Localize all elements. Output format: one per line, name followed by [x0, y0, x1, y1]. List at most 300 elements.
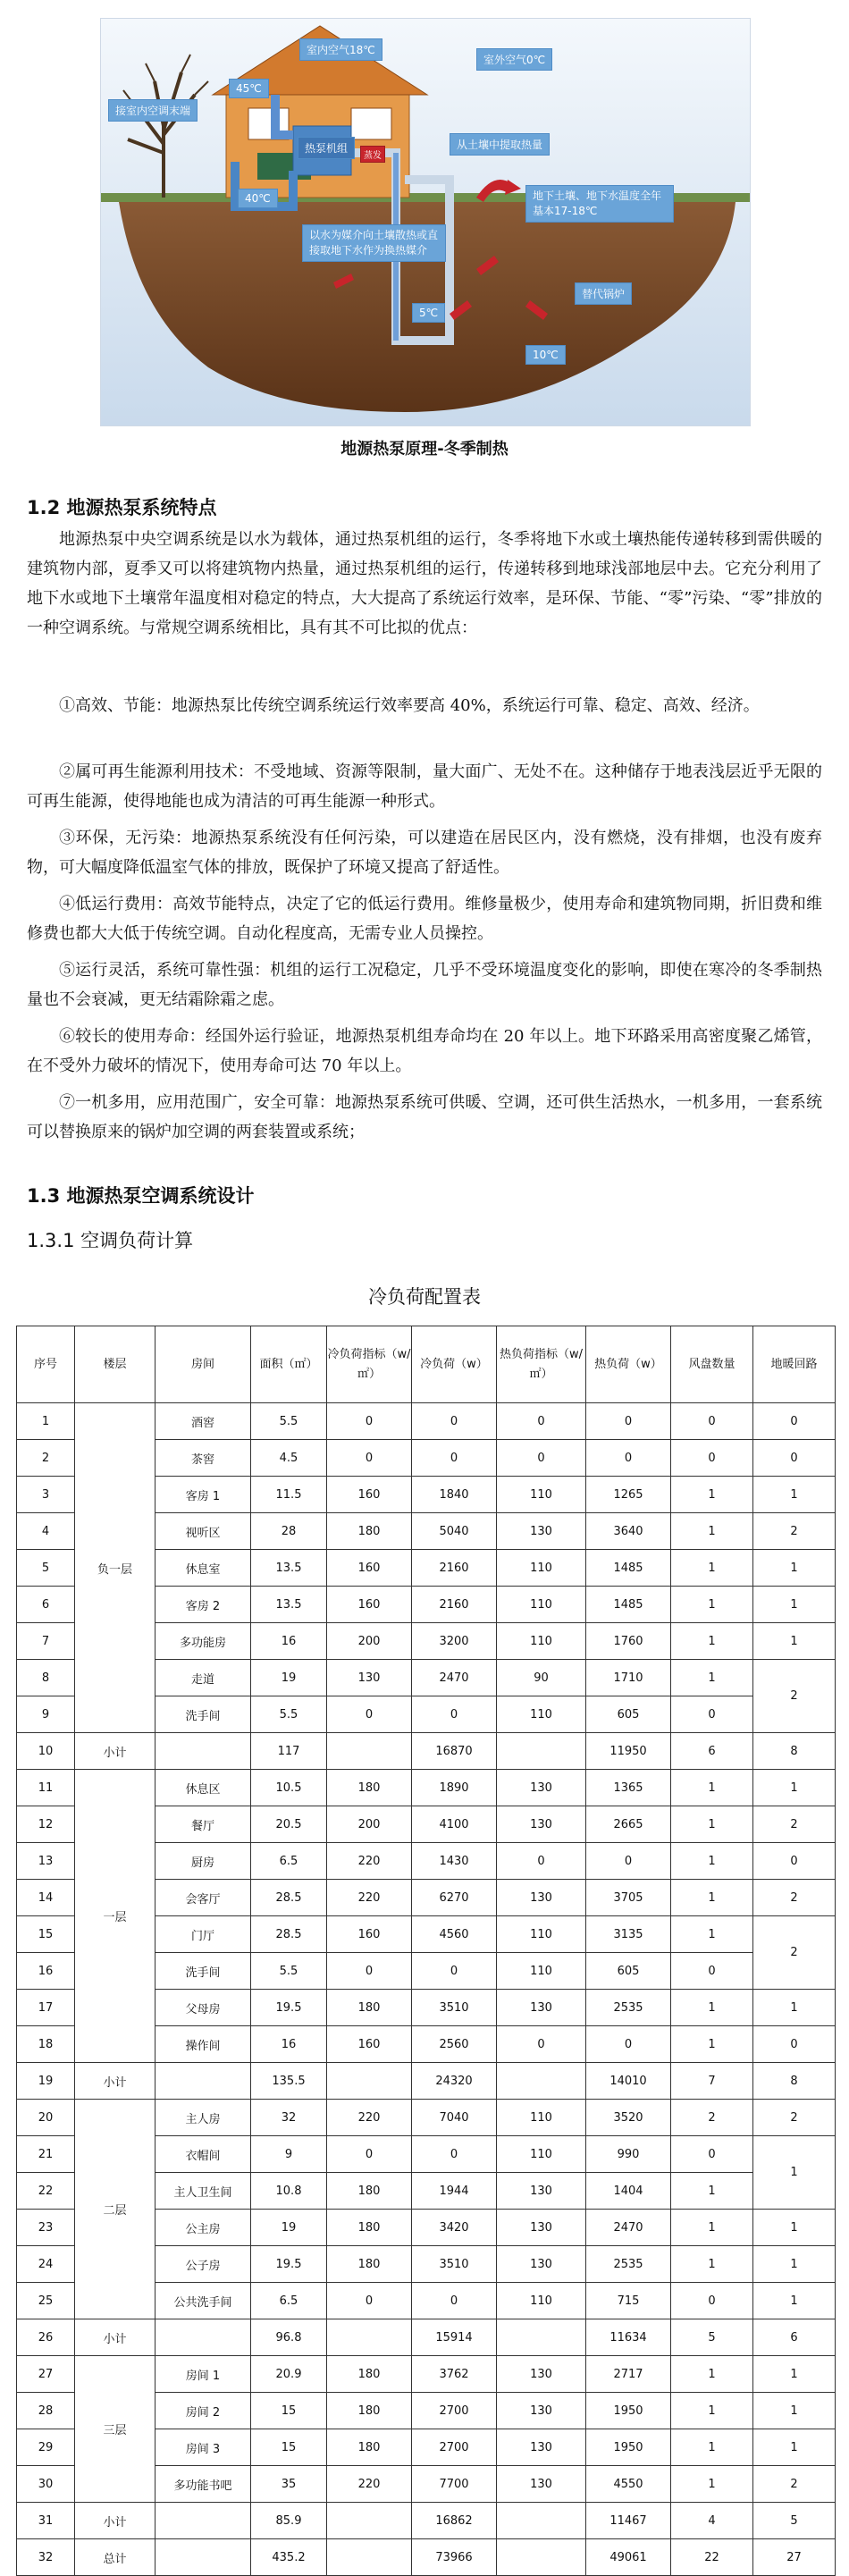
cell-room: 餐厅 — [156, 1806, 251, 1843]
cell-area: 16 — [251, 1623, 327, 1660]
cell-fan-coils: 0 — [671, 2136, 753, 2173]
cell-heat-load: 1485 — [586, 1550, 671, 1587]
paragraph-advantage-7: ⑦一机多用，应用范围广，安全可靠：地源热泵系统可供暖、空调，还可供生活热水，一机多用，一套系统可以替换原来的锅炉加空调的两套装置或系统； — [27, 1093, 822, 1141]
cell-area: 5.5 — [251, 1696, 327, 1733]
cell-heat-index: 130 — [497, 2356, 586, 2393]
cell-fan-coils: 1 — [671, 1513, 753, 1550]
cell-fan-coils: 1 — [671, 1477, 753, 1513]
cell-fan-coils: 0 — [671, 1440, 753, 1477]
cell-heat-load: 0 — [586, 1403, 671, 1440]
cell-cold-index: 130 — [327, 1660, 412, 1696]
label-outdoor-air: 室外空气0℃ — [476, 48, 552, 71]
cell-cold-index: 180 — [327, 1990, 412, 2026]
cell-cold-index — [327, 2319, 412, 2356]
cell-heat-load: 11467 — [586, 2503, 671, 2539]
section-heading-1-2: 1.2 地源热泵系统特点 — [27, 497, 217, 518]
cell-floor: 二层 — [75, 2100, 156, 2319]
cell-floor-heating-loops: 27 — [753, 2539, 836, 2576]
cell-heat-load: 990 — [586, 2136, 671, 2173]
cell-area: 10.5 — [251, 1770, 327, 1806]
cell-no: 25 — [17, 2283, 75, 2319]
cell-no: 19 — [17, 2063, 75, 2100]
cell-floor-heating-loops: 0 — [753, 1440, 836, 1477]
cell-fan-coils: 2 — [671, 2100, 753, 2136]
cell-heat-load: 2470 — [586, 2210, 671, 2246]
cell-area: 96.8 — [251, 2319, 327, 2356]
cell-room: 多功能房 — [156, 1623, 251, 1660]
cell-heat-load: 1760 — [586, 1623, 671, 1660]
table-subtotal-row — [17, 2503, 836, 2539]
cell-room-empty — [156, 2063, 251, 2100]
cell-fan-coils: 1 — [671, 2393, 753, 2429]
cell-floor-heating-loops: 5 — [753, 2503, 836, 2539]
cell-floor-heating-loops: 2 — [753, 2100, 836, 2136]
cell-floor: 三层 — [75, 2356, 156, 2503]
header-heat-index: 热负荷指标（w/㎡） — [497, 1326, 586, 1403]
cell-cold-load: 16862 — [412, 2503, 497, 2539]
cell-heat-load: 605 — [586, 1953, 671, 1990]
cell-no: 17 — [17, 1990, 75, 2026]
cell-cold-load: 0 — [412, 1440, 497, 1477]
cell-heat-index: 130 — [497, 1806, 586, 1843]
cell-heat-index: 110 — [497, 1587, 586, 1623]
cell-cold-load: 1890 — [412, 1770, 497, 1806]
cell-no: 21 — [17, 2136, 75, 2173]
label-temp-5: 5℃ — [412, 303, 445, 323]
cell-cold-index — [327, 1733, 412, 1770]
cell-area: 117 — [251, 1733, 327, 1770]
header-area: 面积（㎡） — [251, 1326, 327, 1403]
cell-cold-load: 2700 — [412, 2429, 497, 2466]
cell-no: 28 — [17, 2393, 75, 2429]
cell-room: 门厅 — [156, 1916, 251, 1953]
cell-fan-coils: 0 — [671, 1403, 753, 1440]
cell-fan-coils: 22 — [671, 2539, 753, 2576]
cell-cold-index: 220 — [327, 1843, 412, 1880]
label-temp-40: 40℃ — [238, 189, 278, 208]
cell-heat-index: 110 — [497, 1696, 586, 1733]
cell-area: 13.5 — [251, 1550, 327, 1587]
cell-room: 公主房 — [156, 2210, 251, 2246]
cell-heat-load: 2717 — [586, 2356, 671, 2393]
label-temp-45: 45℃ — [229, 79, 269, 98]
cell-heat-index: 90 — [497, 1660, 586, 1696]
cell-fan-coils: 1 — [671, 2173, 753, 2210]
label-replace-boiler: 替代锅炉 — [575, 282, 632, 305]
cell-floor-heating-loops: 0 — [753, 2026, 836, 2063]
cell-floor-heating-loops: 2 — [753, 1880, 836, 1916]
cell-cold-load: 3200 — [412, 1623, 497, 1660]
label-water-medium: 以水为媒介向土壤散热或直接取地下水作为换热媒介 — [302, 224, 446, 262]
table-row — [17, 2356, 836, 2393]
header-room: 房间 — [156, 1326, 251, 1403]
cell-floor-heating-loops: 0 — [753, 1403, 836, 1440]
cell-floor-heating-loops: 8 — [753, 1733, 836, 1770]
cell-heat-load: 3520 — [586, 2100, 671, 2136]
cell-subtotal-label: 小计 — [75, 1733, 156, 1770]
cell-area: 6.5 — [251, 2283, 327, 2319]
cell-room: 多功能书吧 — [156, 2466, 251, 2503]
cell-area: 32 — [251, 2100, 327, 2136]
cell-cold-index: 220 — [327, 1880, 412, 1916]
cell-fan-coils: 1 — [671, 2429, 753, 2466]
table-body — [17, 1403, 836, 2576]
cell-no: 16 — [17, 1953, 75, 1990]
cell-fan-coils: 1 — [671, 1916, 753, 1953]
cell-cold-load: 1840 — [412, 1477, 497, 1513]
cell-room: 洗手间 — [156, 1696, 251, 1733]
cell-heat-load: 1710 — [586, 1660, 671, 1696]
cell-heat-load: 0 — [586, 2026, 671, 2063]
cell-area: 19.5 — [251, 2246, 327, 2283]
cell-no: 31 — [17, 2503, 75, 2539]
cell-subtotal-label: 小计 — [75, 2063, 156, 2100]
cell-cold-load: 3510 — [412, 2246, 497, 2283]
cell-no: 29 — [17, 2429, 75, 2466]
cell-heat-load: 0 — [586, 1843, 671, 1880]
cell-heat-index: 0 — [497, 2026, 586, 2063]
cell-cold-index: 0 — [327, 1403, 412, 1440]
header-no: 序号 — [17, 1326, 75, 1403]
cell-area: 15 — [251, 2429, 327, 2466]
cell-heat-load: 11634 — [586, 2319, 671, 2356]
cell-heat-index: 130 — [497, 1513, 586, 1550]
cell-cold-index — [327, 2063, 412, 2100]
cell-cold-index: 180 — [327, 2173, 412, 2210]
subsection-heading-1-3-1: 1.3.1 空调负荷计算 — [27, 1230, 194, 1251]
cell-room-empty — [156, 1733, 251, 1770]
cell-cold-index: 220 — [327, 2100, 412, 2136]
cell-cold-index: 200 — [327, 1806, 412, 1843]
cooling-load-table — [16, 1326, 836, 2576]
cell-heat-load: 2535 — [586, 1990, 671, 2026]
cell-area: 11.5 — [251, 1477, 327, 1513]
cell-cold-index: 180 — [327, 2246, 412, 2283]
cell-no: 12 — [17, 1806, 75, 1843]
cell-heat-load: 3640 — [586, 1513, 671, 1550]
cell-room: 洗手间 — [156, 1953, 251, 1990]
cell-cold-load: 1430 — [412, 1843, 497, 1880]
cell-floor-heating-loops: 1 — [753, 1550, 836, 1587]
cell-room: 茶窖 — [156, 1440, 251, 1477]
cell-cold-load: 2700 — [412, 2393, 497, 2429]
cell-no: 8 — [17, 1660, 75, 1696]
cell-area: 4.5 — [251, 1440, 327, 1477]
cell-area: 13.5 — [251, 1587, 327, 1623]
cell-no: 24 — [17, 2246, 75, 2283]
cell-no: 9 — [17, 1696, 75, 1733]
cell-cold-index: 160 — [327, 2026, 412, 2063]
cell-heat-index — [497, 2063, 586, 2100]
cell-no: 3 — [17, 1477, 75, 1513]
cell-fan-coils: 1 — [671, 1880, 753, 1916]
cell-floor-heating-loops: 1 — [753, 1770, 836, 1806]
cell-heat-index: 110 — [497, 2283, 586, 2319]
cell-fan-coils: 0 — [671, 2283, 753, 2319]
paragraph-advantage-5: ⑤运行灵活，系统可靠性强：机组的运行工况稳定，几乎不受环境温度变化的影响，即使在寒冷的冬季制热量也不会衰减，更无结霜除霜之虑。 — [27, 961, 822, 1009]
header-cold-index: 冷负荷指标（w/㎡） — [327, 1326, 412, 1403]
cell-cold-index: 220 — [327, 2466, 412, 2503]
cell-heat-index: 130 — [497, 2210, 586, 2246]
cell-heat-load: 3135 — [586, 1916, 671, 1953]
cell-floor-heating-loops: 1 — [753, 2429, 836, 2466]
cell-no: 11 — [17, 1770, 75, 1806]
cell-cold-index: 0 — [327, 1953, 412, 1990]
cell-cold-index: 0 — [327, 2283, 412, 2319]
paragraph-advantage-3: ③环保，无污染：地源热泵系统没有任何污染，可以建造在居民区内，没有燃烧，没有排烟，也没有废弃物，可大幅度降低温室气体的排放，既保护了环境又提高了舒适性。 — [27, 829, 822, 877]
paragraph-advantage-1: ①高效、节能：地源热泵比传统空调系统运行效率要高 40%，系统运行可靠、稳定、高效、经济。 — [59, 696, 760, 715]
cell-room: 操作间 — [156, 2026, 251, 2063]
cell-area: 20.9 — [251, 2356, 327, 2393]
cell-fan-coils: 1 — [671, 1843, 753, 1880]
cell-cold-index: 160 — [327, 1550, 412, 1587]
cell-area: 19 — [251, 1660, 327, 1696]
cell-area: 5.5 — [251, 1953, 327, 1990]
cell-cold-load: 15914 — [412, 2319, 497, 2356]
cell-fan-coils: 7 — [671, 2063, 753, 2100]
cell-fan-coils: 1 — [671, 1806, 753, 1843]
cell-no: 4 — [17, 1513, 75, 1550]
cell-cold-load: 0 — [412, 2136, 497, 2173]
cell-heat-load: 1485 — [586, 1587, 671, 1623]
cell-cold-load: 0 — [412, 1403, 497, 1440]
cell-no: 23 — [17, 2210, 75, 2246]
cell-cold-index — [327, 2539, 412, 2576]
cell-cold-load: 2470 — [412, 1660, 497, 1696]
label-extract-from-soil: 从土壤中提取热量 — [450, 133, 550, 156]
cell-heat-index: 110 — [497, 2100, 586, 2136]
cell-room: 厨房 — [156, 1843, 251, 1880]
ground-source-heat-pump-diagram — [100, 18, 751, 426]
cell-room: 父母房 — [156, 1990, 251, 2026]
cell-floor-heating-loops: 1 — [753, 2246, 836, 2283]
table-subtotal-row — [17, 2319, 836, 2356]
cell-cold-load: 4100 — [412, 1806, 497, 1843]
cell-heat-index — [497, 2539, 586, 2576]
cell-heat-index — [497, 2503, 586, 2539]
cell-room: 客房 2 — [156, 1587, 251, 1623]
table-subtotal-row — [17, 1733, 836, 1770]
cell-cold-index: 180 — [327, 2393, 412, 2429]
cell-cold-index: 180 — [327, 2429, 412, 2466]
cell-fan-coils: 4 — [671, 2503, 753, 2539]
cell-area: 28.5 — [251, 1880, 327, 1916]
cell-cold-load: 73966 — [412, 2539, 497, 2576]
cell-room: 休息室 — [156, 1550, 251, 1587]
cell-room: 客房 1 — [156, 1477, 251, 1513]
cell-heat-load: 1950 — [586, 2429, 671, 2466]
cell-heat-load: 2665 — [586, 1806, 671, 1843]
cell-no: 15 — [17, 1916, 75, 1953]
cell-floor-heating-loops: 1 — [753, 2283, 836, 2319]
cell-area: 435.2 — [251, 2539, 327, 2576]
paragraph-advantage-2: ②属可再生能源利用技术：不受地域、资源等限制，量大面广、无处不在。这种储存于地表浅层近乎无限的可再生能源，使得地能也成为清洁的可再生能源一种形式。 — [27, 762, 822, 811]
cell-cold-index: 0 — [327, 2136, 412, 2173]
cell-heat-load: 11950 — [586, 1733, 671, 1770]
cell-heat-load: 1265 — [586, 1477, 671, 1513]
cell-no: 22 — [17, 2173, 75, 2210]
cell-cold-index: 160 — [327, 1477, 412, 1513]
cell-fan-coils: 5 — [671, 2319, 753, 2356]
cell-fan-coils: 1 — [671, 1770, 753, 1806]
table-row — [17, 1770, 836, 1806]
cell-floor-heating-loops: 1 — [753, 2136, 836, 2210]
cell-heat-load: 715 — [586, 2283, 671, 2319]
cell-area: 15 — [251, 2393, 327, 2429]
cell-no: 14 — [17, 1880, 75, 1916]
cell-floor-heating-loops: 2 — [753, 1513, 836, 1550]
cell-cold-load: 6270 — [412, 1880, 497, 1916]
cell-room-empty — [156, 2503, 251, 2539]
cell-area: 6.5 — [251, 1843, 327, 1880]
cell-heat-load: 1950 — [586, 2393, 671, 2429]
cell-heat-load: 2535 — [586, 2246, 671, 2283]
cell-cold-index: 0 — [327, 1696, 412, 1733]
cell-fan-coils: 1 — [671, 2356, 753, 2393]
cell-fan-coils: 1 — [671, 2246, 753, 2283]
label-temp-10: 10℃ — [525, 345, 566, 365]
cell-floor: 一层 — [75, 1770, 156, 2063]
cell-no: 18 — [17, 2026, 75, 2063]
cell-area: 9 — [251, 2136, 327, 2173]
cell-room: 公共洗手间 — [156, 2283, 251, 2319]
cell-fan-coils: 1 — [671, 1990, 753, 2026]
cell-fan-coils: 1 — [671, 1623, 753, 1660]
section-heading-1-3: 1.3 地源热泵空调系统设计 — [27, 1185, 255, 1207]
cell-room: 休息区 — [156, 1770, 251, 1806]
cell-subtotal-label: 总计 — [75, 2539, 156, 2576]
cell-cold-load: 16870 — [412, 1733, 497, 1770]
cell-no: 5 — [17, 1550, 75, 1587]
paragraph-advantage-4: ④低运行费用：高效节能特点，决定了它的低运行费用。维修量极少，使用寿命和建筑物同期，折旧费和维修费也都大大低于传统空调。自动化程度高，无需专业人员操控。 — [27, 895, 822, 943]
cell-floor-heating-loops: 1 — [753, 1587, 836, 1623]
paragraph-intro: 地源热泵中央空调系统是以水为载体，通过热泵机组的运行，冬季将地下水或土壤热能传递转移到需供暖的建筑物内部，夏季又可以将建筑物内热量，通过热泵机组的运行，传递转移到地球浅部地层中去。它充分利用了地下水或地下土壤常年温度相对稳定的特点，大大提高了系统运行效率，是环保、节能、“零”污染、“零”排放的一种空调系统。与常规空调系统相比，具有其不可比拟的优点： — [27, 530, 822, 637]
cell-area: 5.5 — [251, 1403, 327, 1440]
header-floor-heating-loops: 地暖回路 — [753, 1326, 836, 1403]
cell-no: 20 — [17, 2100, 75, 2136]
cell-fan-coils: 1 — [671, 1587, 753, 1623]
cell-floor-heating-loops: 8 — [753, 2063, 836, 2100]
cell-fan-coils: 1 — [671, 2210, 753, 2246]
cell-cold-load: 3762 — [412, 2356, 497, 2393]
cell-heat-index: 0 — [497, 1843, 586, 1880]
label-heat-pump-unit: 热泵机组 — [298, 137, 355, 159]
cell-heat-index: 110 — [497, 1477, 586, 1513]
cell-heat-index — [497, 1733, 586, 1770]
cell-fan-coils: 1 — [671, 1660, 753, 1696]
cell-fan-coils: 0 — [671, 1696, 753, 1733]
cell-area: 28.5 — [251, 1916, 327, 1953]
cell-no: 32 — [17, 2539, 75, 2576]
cell-room: 主人卫生间 — [156, 2173, 251, 2210]
cell-heat-index: 110 — [497, 1550, 586, 1587]
cell-heat-index: 130 — [497, 1770, 586, 1806]
table-row — [17, 2100, 836, 2136]
cell-floor-heating-loops: 1 — [753, 1990, 836, 2026]
cell-room: 主人房 — [156, 2100, 251, 2136]
cell-fan-coils: 1 — [671, 2466, 753, 2503]
cell-heat-load: 0 — [586, 1440, 671, 1477]
cell-floor-heating-loops: 1 — [753, 1477, 836, 1513]
cell-subtotal-label: 小计 — [75, 2503, 156, 2539]
cell-heat-load: 3705 — [586, 1880, 671, 1916]
cell-area: 20.5 — [251, 1806, 327, 1843]
cell-cold-index: 180 — [327, 2210, 412, 2246]
cell-room: 酒窖 — [156, 1403, 251, 1440]
cell-heat-load: 605 — [586, 1696, 671, 1733]
cell-floor-heating-loops: 2 — [753, 1806, 836, 1843]
cell-area: 10.8 — [251, 2173, 327, 2210]
cell-fan-coils: 0 — [671, 1953, 753, 1990]
table-subtotal-row — [17, 2539, 836, 2576]
header-floor: 楼层 — [75, 1326, 156, 1403]
cell-cold-index: 200 — [327, 1623, 412, 1660]
cell-cold-load: 0 — [412, 1696, 497, 1733]
label-indoor-terminal: 接室内空调末端 — [108, 99, 198, 122]
paragraph-advantage-6: ⑥较长的使用寿命：经国外运行验证，地源热泵机组寿命均在 20 年以上。地下环路采用高密度聚乙烯管，在不受外力破坏的情况下，使用寿命可达 70 年以上。 — [27, 1027, 822, 1075]
cell-floor-heating-loops: 2 — [753, 2466, 836, 2503]
cell-heat-index: 110 — [497, 1953, 586, 1990]
cell-room-empty — [156, 2539, 251, 2576]
cell-cold-index — [327, 2503, 412, 2539]
cell-heat-index: 130 — [497, 2246, 586, 2283]
table-subtotal-row — [17, 2063, 836, 2100]
label-indoor-air: 室内空气18℃ — [299, 38, 382, 61]
cell-heat-load: 49061 — [586, 2539, 671, 2576]
cell-heat-index: 0 — [497, 1440, 586, 1477]
cell-room: 房间 2 — [156, 2393, 251, 2429]
cell-cold-index: 180 — [327, 1770, 412, 1806]
cell-cold-load: 0 — [412, 2283, 497, 2319]
cell-room: 视听区 — [156, 1513, 251, 1550]
header-fan-coils: 风盘数量 — [671, 1326, 753, 1403]
cell-area: 28 — [251, 1513, 327, 1550]
cell-cold-index: 160 — [327, 1916, 412, 1953]
cell-cold-load: 1944 — [412, 2173, 497, 2210]
cell-floor-heating-loops: 0 — [753, 1843, 836, 1880]
cell-floor-heating-loops: 1 — [753, 2210, 836, 2246]
cell-no: 26 — [17, 2319, 75, 2356]
cell-heat-index — [497, 2319, 586, 2356]
cell-area: 16 — [251, 2026, 327, 2063]
cell-heat-index: 110 — [497, 2136, 586, 2173]
cell-fan-coils: 1 — [671, 2026, 753, 2063]
cell-no: 6 — [17, 1587, 75, 1623]
cell-room: 衣帽间 — [156, 2136, 251, 2173]
cell-area: 19 — [251, 2210, 327, 2246]
cell-cold-load: 2160 — [412, 1550, 497, 1587]
cell-heat-index: 110 — [497, 1916, 586, 1953]
cell-room: 房间 1 — [156, 2356, 251, 2393]
cell-floor-heating-loops: 2 — [753, 1660, 836, 1733]
cell-area: 85.9 — [251, 2503, 327, 2539]
cell-no: 1 — [17, 1403, 75, 1440]
table-row — [17, 1403, 836, 1440]
cell-cold-load: 2160 — [412, 1587, 497, 1623]
cell-no: 10 — [17, 1733, 75, 1770]
cell-cold-load: 3510 — [412, 1990, 497, 2026]
cell-heat-index: 130 — [497, 1990, 586, 2026]
cell-cold-load: 5040 — [412, 1513, 497, 1550]
table-title: 冷负荷配置表 — [368, 1286, 481, 1308]
cell-area: 35 — [251, 2466, 327, 2503]
cell-heat-index: 130 — [497, 2429, 586, 2466]
label-evaporator: 蒸发 — [360, 146, 385, 163]
cell-floor-heating-loops: 6 — [753, 2319, 836, 2356]
cell-no: 30 — [17, 2466, 75, 2503]
cell-subtotal-label: 小计 — [75, 2319, 156, 2356]
cell-floor-heating-loops: 2 — [753, 1916, 836, 1990]
